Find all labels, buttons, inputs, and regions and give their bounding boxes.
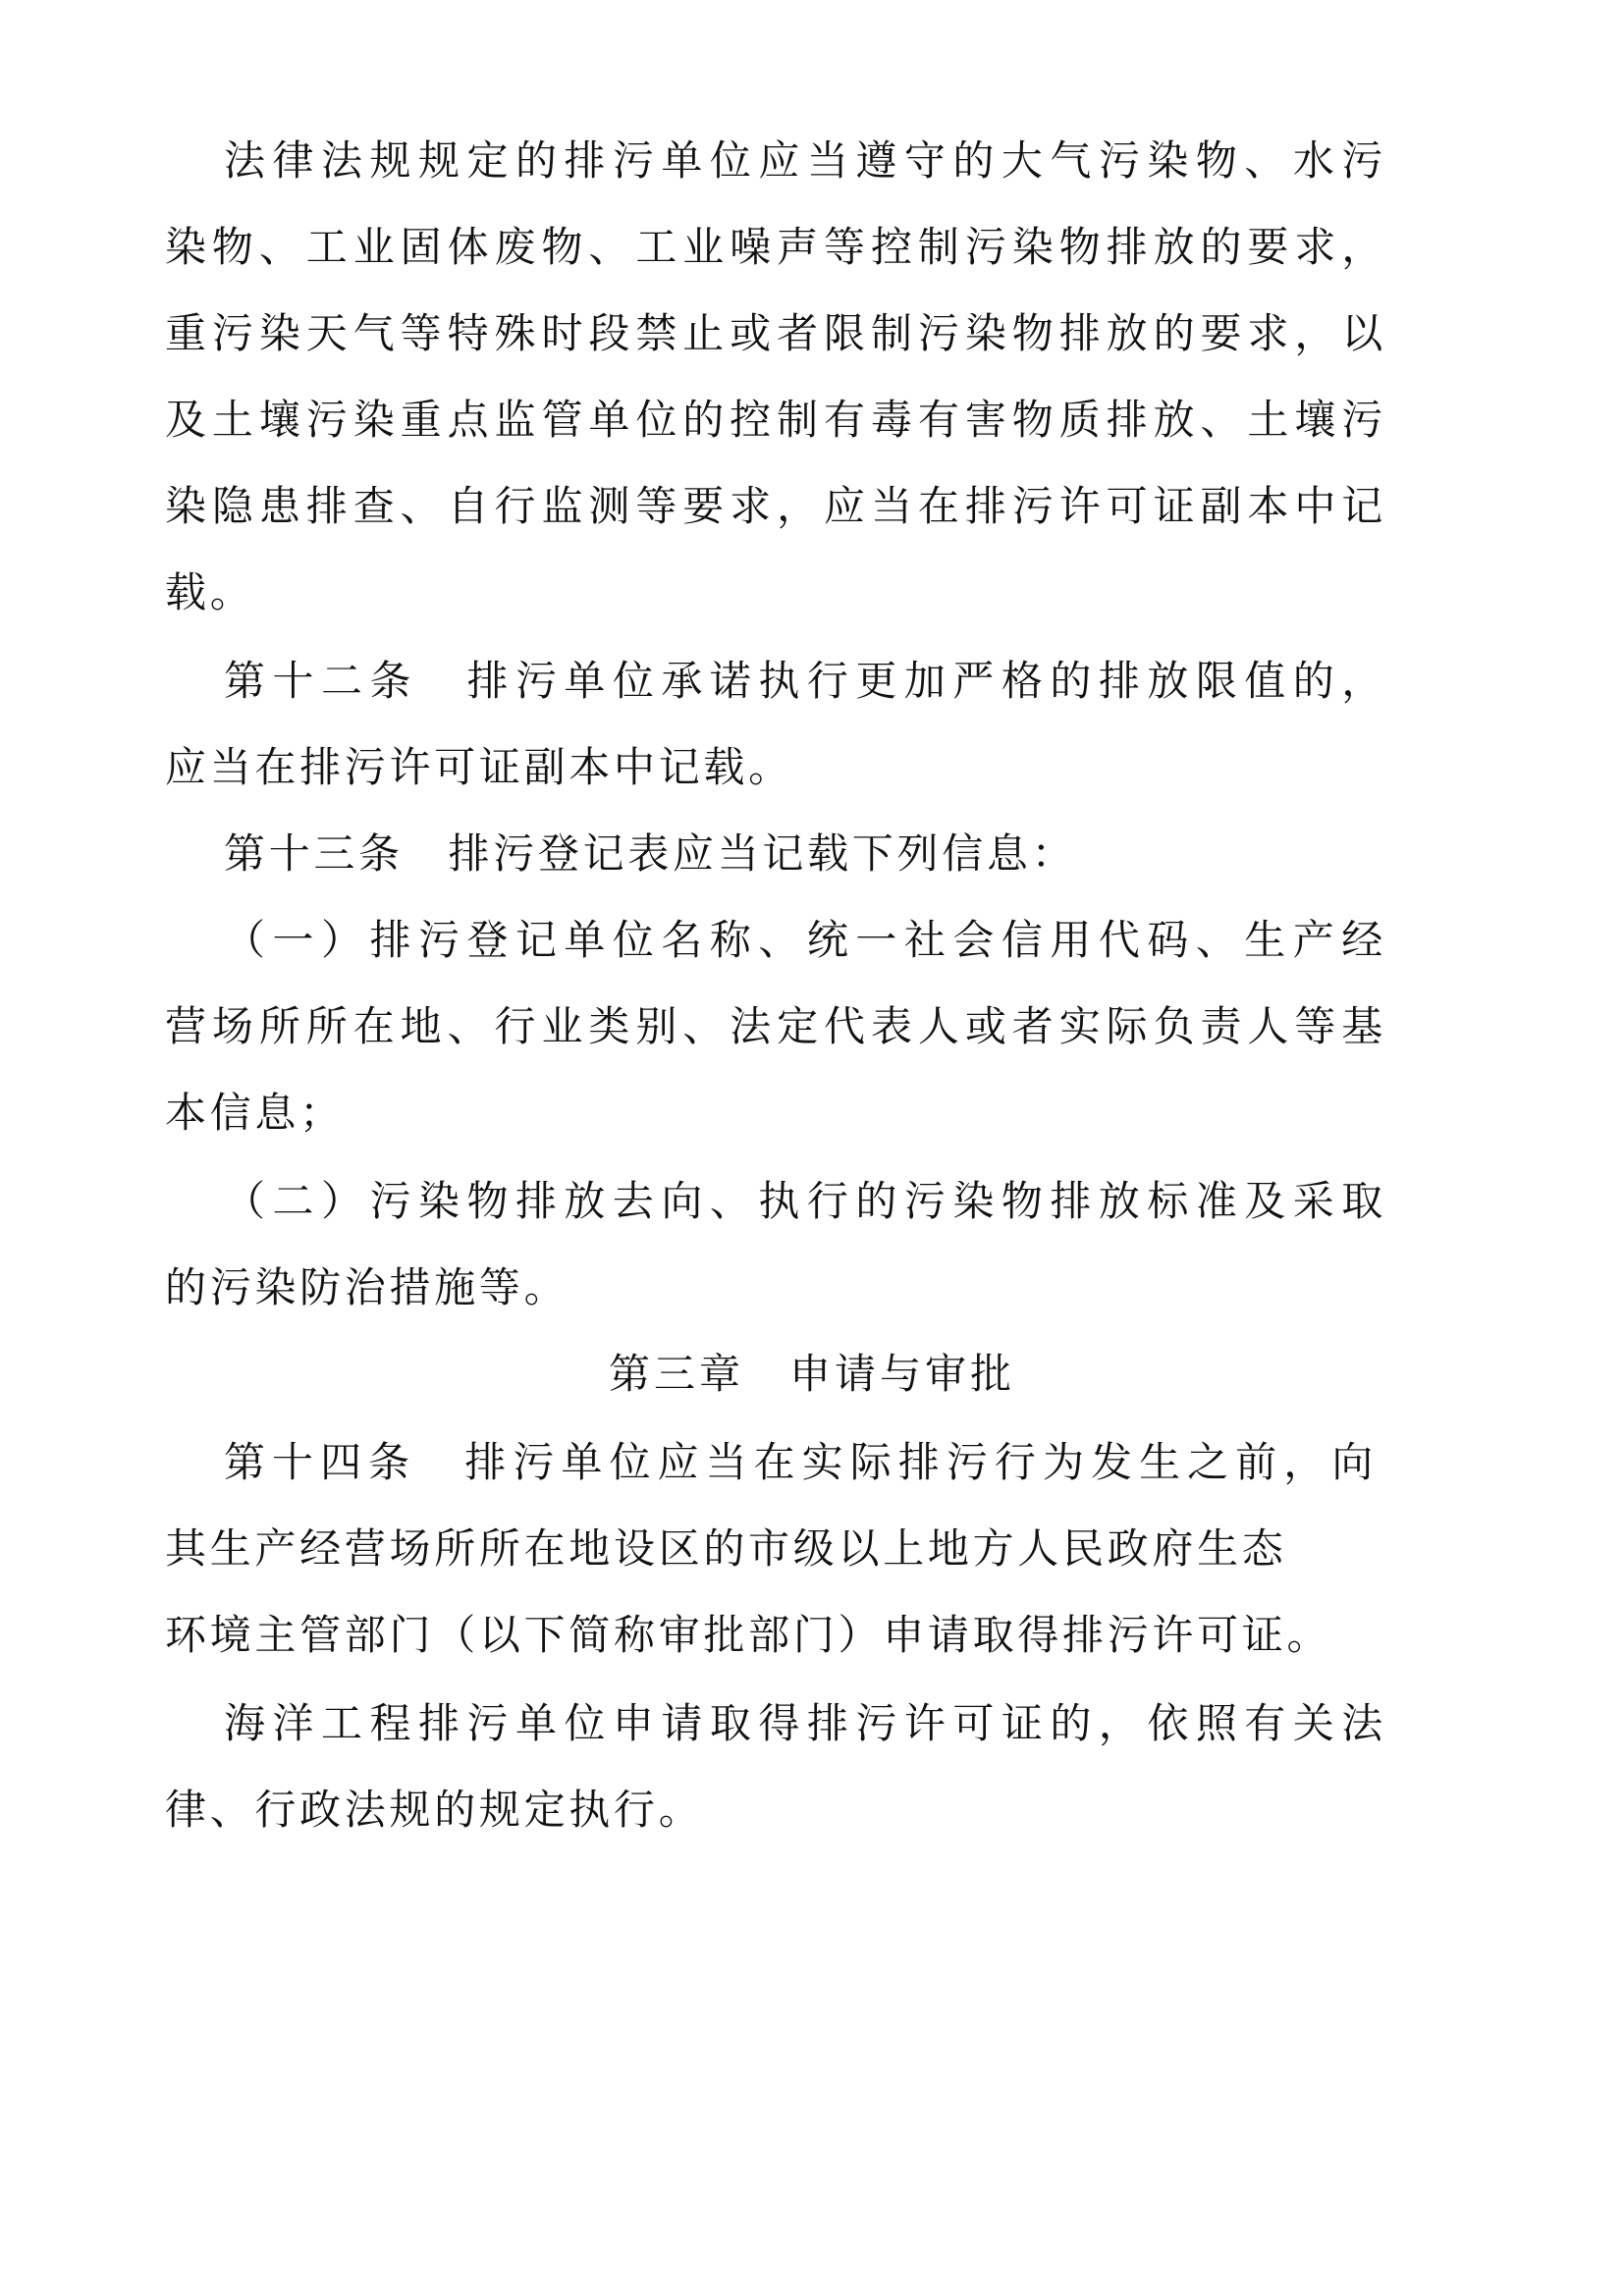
paragraph-line: 重污染天气等特殊时段禁止或者限制污染物排放的要求，以 (165, 309, 1386, 357)
article-12-line: 应当在排污许可证副本中记载。 (165, 743, 793, 791)
article-14-line: 环境主管部门（以下简称审批部门）申请取得排污许可证。 (165, 1611, 1332, 1659)
article-14-line: 第十四条 排污单位应当在实际排污行为发生之前，向 (224, 1438, 1377, 1486)
paragraph-line: 载。 (165, 568, 255, 616)
article-13-item-line: 的污染防治措施等。 (165, 1263, 569, 1311)
marine-paragraph-line: 律、行政法规的规定执行。 (165, 1786, 704, 1834)
article-13-item-line: （二）污染物排放去向、执行的污染物排放标准及采取 (224, 1177, 1386, 1225)
paragraph-line: 法律法规规定的排污单位应当遵守的大气污染物、水污 (224, 136, 1386, 185)
article-13-item-line: （一）排污登记单位名称、统一社会信用代码、生产经 (224, 916, 1386, 964)
article-13-item-line: 营场所所在地、行业类别、法定代表人或者实际负责人等基 (165, 1002, 1386, 1050)
paragraph-line: 染隐患排查、自行监测等要求，应当在排污许可证副本中记 (165, 482, 1386, 530)
chapter-heading: 第三章 申请与审批 (608, 1350, 1015, 1398)
marine-paragraph-line: 海洋工程排污单位申请取得排污许可证的，依照有关法 (224, 1699, 1386, 1747)
article-13-intro: 第十三条 排污登记表应当记载下列信息： (224, 829, 1077, 878)
paragraph-line: 及土壤污染重点监管单位的控制有毒有害物质排放、土壤污 (165, 396, 1386, 444)
paragraph-line: 染物、工业固体废物、工业噪声等控制污染物排放的要求， (165, 223, 1386, 271)
article-12-line: 第十二条 排污单位承诺执行更加严格的排放限值的， (224, 657, 1386, 705)
article-13-item-line: 本信息； (165, 1089, 345, 1137)
article-14-line: 其生产经营场所所在地设区的市级以上地方人民政府生态 (165, 1524, 1287, 1573)
